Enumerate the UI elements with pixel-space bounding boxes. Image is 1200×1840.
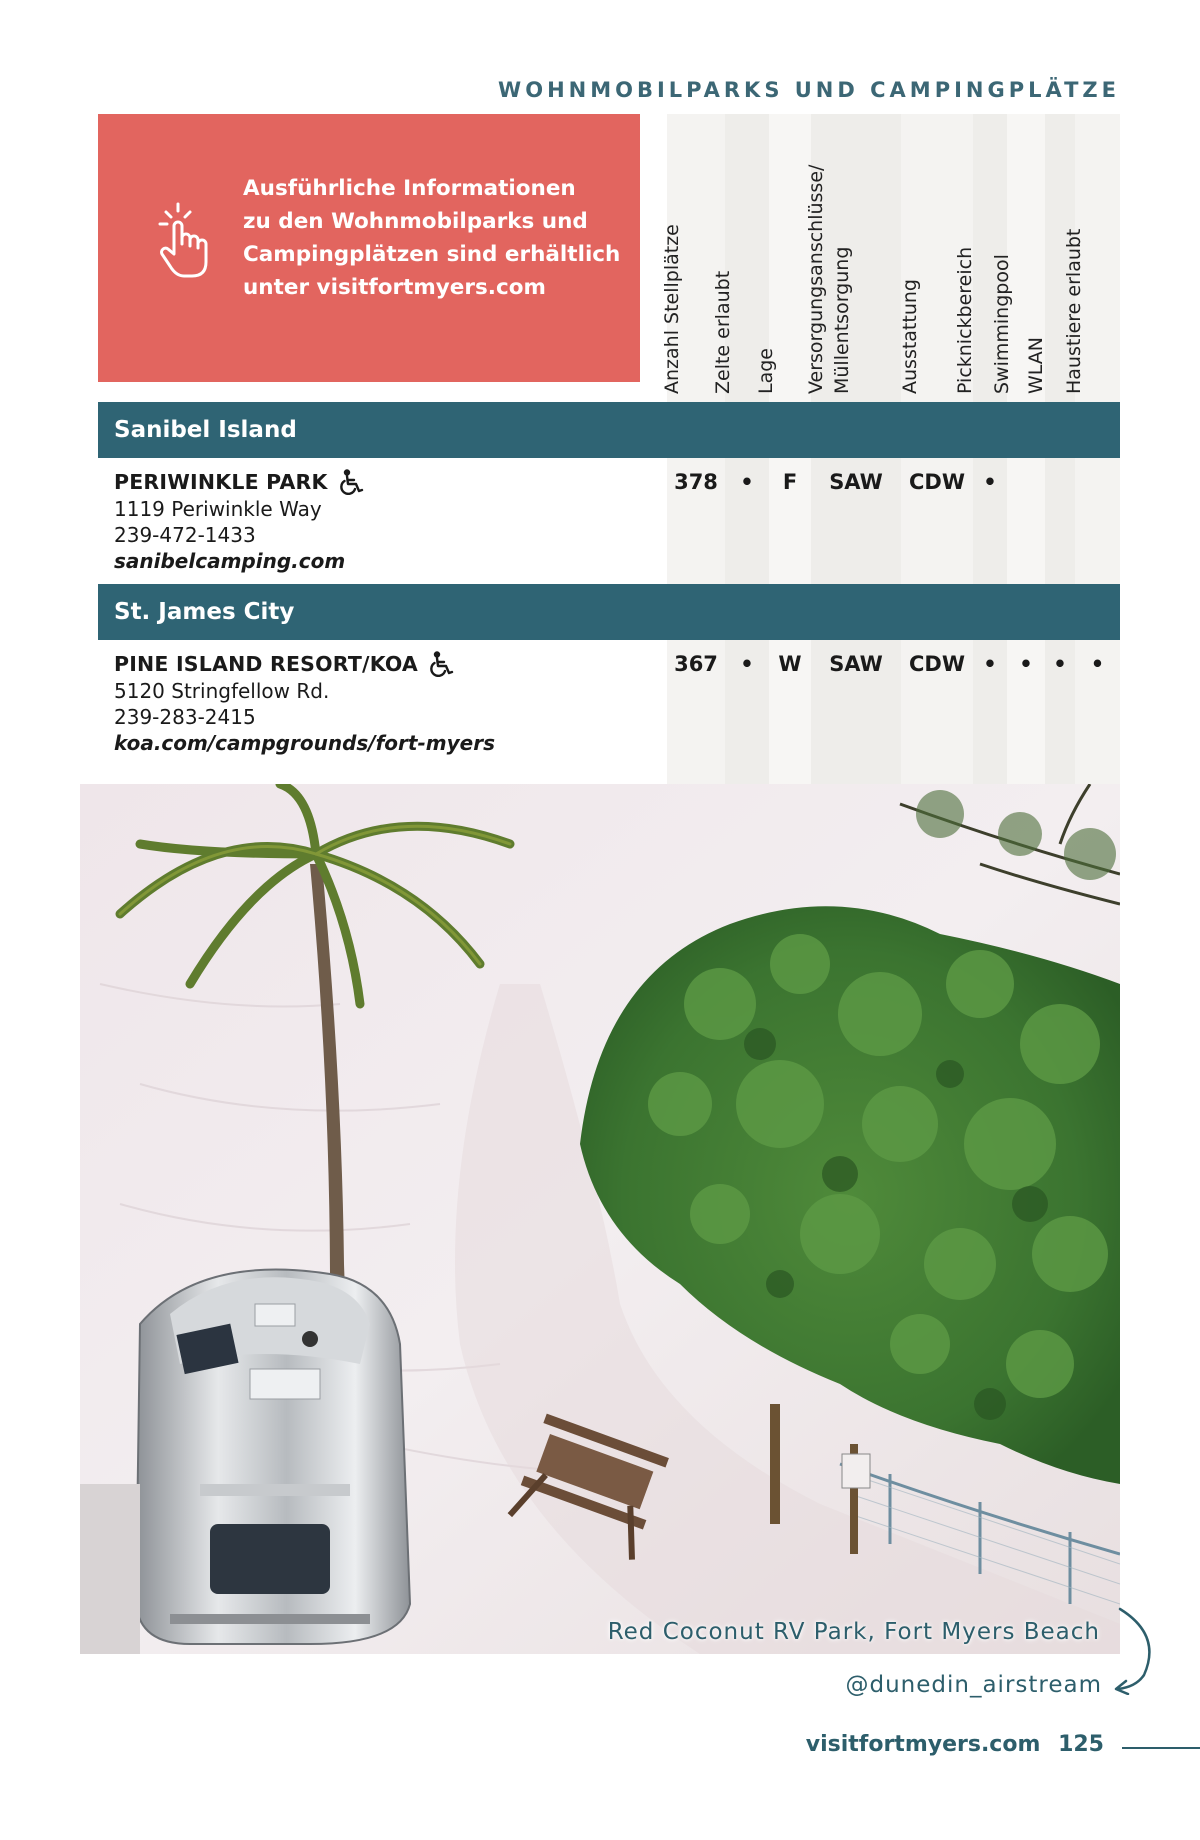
cell-zelte: • xyxy=(740,470,754,494)
campground-photo xyxy=(80,784,1120,1654)
list-item xyxy=(114,650,674,757)
entry-name xyxy=(114,650,674,678)
section-header: Sanibel Island xyxy=(98,402,1120,458)
page-header-title: WOHNMOBILPARKS UND CAMPINGPLÄTZE xyxy=(498,78,1120,102)
wheelchair-icon xyxy=(338,469,366,495)
page-footer xyxy=(806,1732,1104,1757)
cell-versorgung: SAW xyxy=(829,470,883,494)
cell-picknick: • xyxy=(983,470,997,494)
entry-name-text: PERIWINKLE PARK xyxy=(114,470,328,494)
column-header-ausstattung: Ausstattung xyxy=(899,279,921,394)
list-item xyxy=(114,468,674,575)
photo-illustration xyxy=(80,784,1120,1654)
cell-swimmingpool: • xyxy=(1019,652,1033,676)
cell-lage: F xyxy=(782,470,798,494)
info-line: zu den Wohnmobilparks und xyxy=(243,209,588,234)
entry-phone: 239-472-1433 xyxy=(114,523,256,547)
page-number: 125 xyxy=(1058,1732,1104,1757)
entry-website-link[interactable]: sanibelcamping.com xyxy=(114,549,346,573)
column-header-haustiere: Haustiere erlaubt xyxy=(1063,228,1085,394)
footer-rule xyxy=(1122,1747,1200,1749)
entry-website-link[interactable]: koa.com/campgrounds/fort-myers xyxy=(114,731,495,755)
section-header: St. James City xyxy=(98,584,1120,640)
cell-lage: W xyxy=(778,652,802,676)
footer-site-link[interactable]: visitfortmyers.com xyxy=(805,1732,1041,1757)
info-line: Ausführliche Informationen xyxy=(243,176,576,201)
entry-name xyxy=(114,468,674,496)
info-line: Campingplätzen sind erhältlich xyxy=(243,242,621,267)
column-header-versorgung: Versorgungsanschlüsse/ xyxy=(805,164,827,394)
cell-zelte: • xyxy=(740,652,754,676)
entry-address: 5120 Stringfellow Rd. xyxy=(114,679,330,703)
column-header-lage: Lage xyxy=(755,348,777,394)
info-box xyxy=(98,114,640,382)
photo-credit: @dunedin_airstream xyxy=(845,1672,1102,1698)
column-header-zelte: Zelte erlaubt xyxy=(712,270,734,394)
column-header-wlan: WLAN xyxy=(1025,336,1047,394)
cell-stellplaetze: 367 xyxy=(674,652,718,676)
column-header-muellentsorgung: Müllentsorgung xyxy=(831,246,853,394)
column-header-stellplaetze: Anzahl Stellplätze xyxy=(661,224,683,394)
cell-ausstattung: CDW xyxy=(908,470,965,494)
wheelchair-icon xyxy=(428,651,456,677)
cell-haustiere: • xyxy=(1090,652,1105,676)
cell-picknick: • xyxy=(983,652,997,676)
entry-name-text: PINE ISLAND RESORT/KOA xyxy=(114,652,419,676)
photo-caption: Red Coconut RV Park, Fort Myers Beach xyxy=(607,1619,1100,1645)
column-header-picknick: Picknickbereich xyxy=(954,246,976,394)
column-header-swimmingpool: Swimmingpool xyxy=(991,254,1013,394)
cell-versorgung: SAW xyxy=(829,652,883,676)
info-line: unter visitfortmyers.com xyxy=(243,275,546,300)
curved-arrow-icon xyxy=(1108,1605,1168,1695)
entry-phone: 239-283-2415 xyxy=(114,705,256,729)
tap-hand-icon xyxy=(156,200,212,280)
info-text xyxy=(243,172,623,304)
cell-wlan: • xyxy=(1053,652,1067,676)
cell-ausstattung: CDW xyxy=(908,652,965,676)
entry-address: 1119 Periwinkle Way xyxy=(114,497,322,521)
cell-stellplaetze: 378 xyxy=(674,470,718,494)
